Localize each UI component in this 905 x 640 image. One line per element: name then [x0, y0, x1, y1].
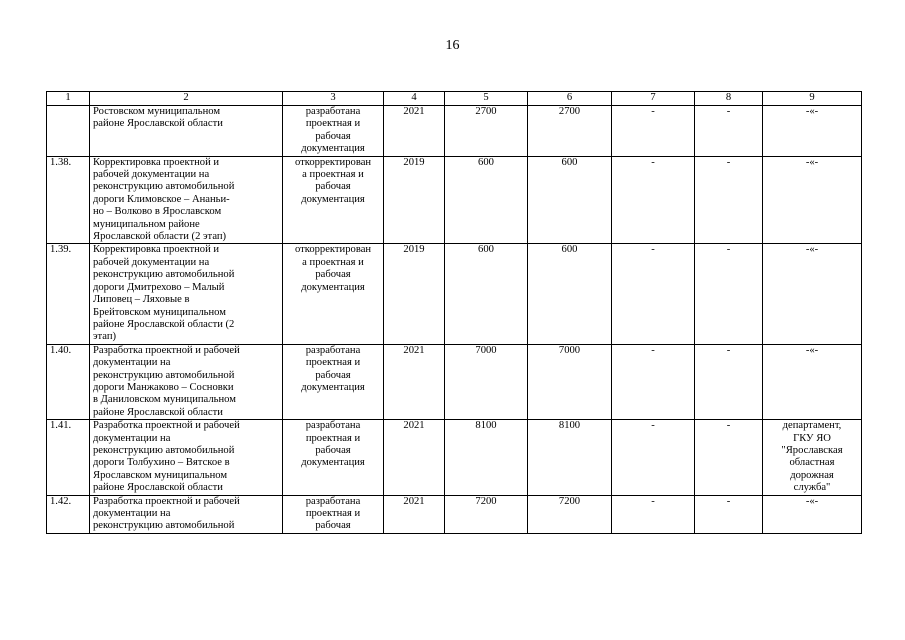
item-result: откорректирован а проектная и рабочая документация	[283, 156, 384, 244]
item-col5: 7200	[445, 495, 528, 533]
table-body	[47, 92, 862, 534]
header-cell-4: 4	[384, 92, 445, 106]
table-row	[47, 156, 862, 244]
item-col9: -«-	[763, 495, 862, 533]
item-col6: 600	[528, 156, 612, 244]
item-col6: 7000	[528, 344, 612, 419]
item-col7: -	[612, 420, 695, 495]
item-number	[47, 106, 90, 157]
item-col6: 8100	[528, 420, 612, 495]
item-col7: -	[612, 495, 695, 533]
item-year: 2021	[384, 106, 445, 157]
item-col5: 600	[445, 244, 528, 344]
item-name: Разработка проектной и рабочей документации на реконструкцию автомобильной дороги Манжаково – Сосновки в Даниловском муниципальном районе Ярославской области	[90, 344, 283, 419]
item-number: 1.40.	[47, 344, 90, 419]
item-result: откорректирован а проектная и рабочая документация	[283, 244, 384, 344]
table-row	[47, 344, 862, 419]
header-cell-1: 1	[47, 92, 90, 106]
item-col7: -	[612, 156, 695, 244]
item-year: 2021	[384, 344, 445, 419]
item-number: 1.42.	[47, 495, 90, 533]
item-col9: департамент, ГКУ ЯО "Ярославская областная дорожная служба"	[763, 420, 862, 495]
item-name: Разработка проектной и рабочей документации на реконструкцию автомобильной	[90, 495, 283, 533]
item-number: 1.39.	[47, 244, 90, 344]
header-cell-3: 3	[283, 92, 384, 106]
item-col8: -	[695, 344, 763, 419]
item-col7: -	[612, 244, 695, 344]
item-year: 2021	[384, 420, 445, 495]
item-year: 2021	[384, 495, 445, 533]
item-result: разработана проектная и рабочая документация	[283, 106, 384, 157]
measures-table	[46, 91, 862, 534]
item-col6: 600	[528, 244, 612, 344]
item-col5: 600	[445, 156, 528, 244]
item-number: 1.41.	[47, 420, 90, 495]
item-number: 1.38.	[47, 156, 90, 244]
item-year: 2019	[384, 244, 445, 344]
header-cell-2: 2	[90, 92, 283, 106]
item-name: Ростовском муниципальном районе Ярославской области	[90, 106, 283, 157]
page-number: 16	[445, 38, 460, 53]
table-row	[47, 244, 862, 344]
item-col9: -«-	[763, 106, 862, 157]
item-name: Корректировка проектной и рабочей документации на реконструкцию автомобильной дороги Дмитрехово – Малый Липовец – Ляховые в Брейтовском муниципальном районе Ярославской области (2 этап)	[90, 244, 283, 344]
item-result: разработана проектная и рабочая документация	[283, 420, 384, 495]
item-result: разработана проектная и рабочая	[283, 495, 384, 533]
table-row	[47, 106, 862, 157]
item-col9: -«-	[763, 344, 862, 419]
item-col6: 7200	[528, 495, 612, 533]
item-col5: 7000	[445, 344, 528, 419]
item-name: Разработка проектной и рабочей документации на реконструкцию автомобильной дороги Толбухино – Вятское в Ярославском муниципальном районе Ярославской области	[90, 420, 283, 495]
item-col8: -	[695, 244, 763, 344]
item-col8: -	[695, 420, 763, 495]
item-name: Корректировка проектной и рабочей документации на реконструкцию автомобильной дороги Климовское – Ананьи- но – Волково в Ярославском муниципальном районе Ярославской области (2 этап)	[90, 156, 283, 244]
header-cell-5: 5	[445, 92, 528, 106]
header-cell-9: 9	[763, 92, 862, 106]
item-result: разработана проектная и рабочая документация	[283, 344, 384, 419]
table-row	[47, 495, 862, 533]
header-cell-8: 8	[695, 92, 763, 106]
header-cell-6: 6	[528, 92, 612, 106]
item-col5: 8100	[445, 420, 528, 495]
item-col7: -	[612, 344, 695, 419]
item-col9: -«-	[763, 156, 862, 244]
header-cell-7: 7	[612, 92, 695, 106]
item-col9: -«-	[763, 244, 862, 344]
item-col8: -	[695, 156, 763, 244]
item-col8: -	[695, 106, 763, 157]
item-year: 2019	[384, 156, 445, 244]
item-col5: 2700	[445, 106, 528, 157]
header-row	[47, 92, 862, 106]
item-col7: -	[612, 106, 695, 157]
table-row	[47, 420, 862, 495]
item-col6: 2700	[528, 106, 612, 157]
item-col8: -	[695, 495, 763, 533]
